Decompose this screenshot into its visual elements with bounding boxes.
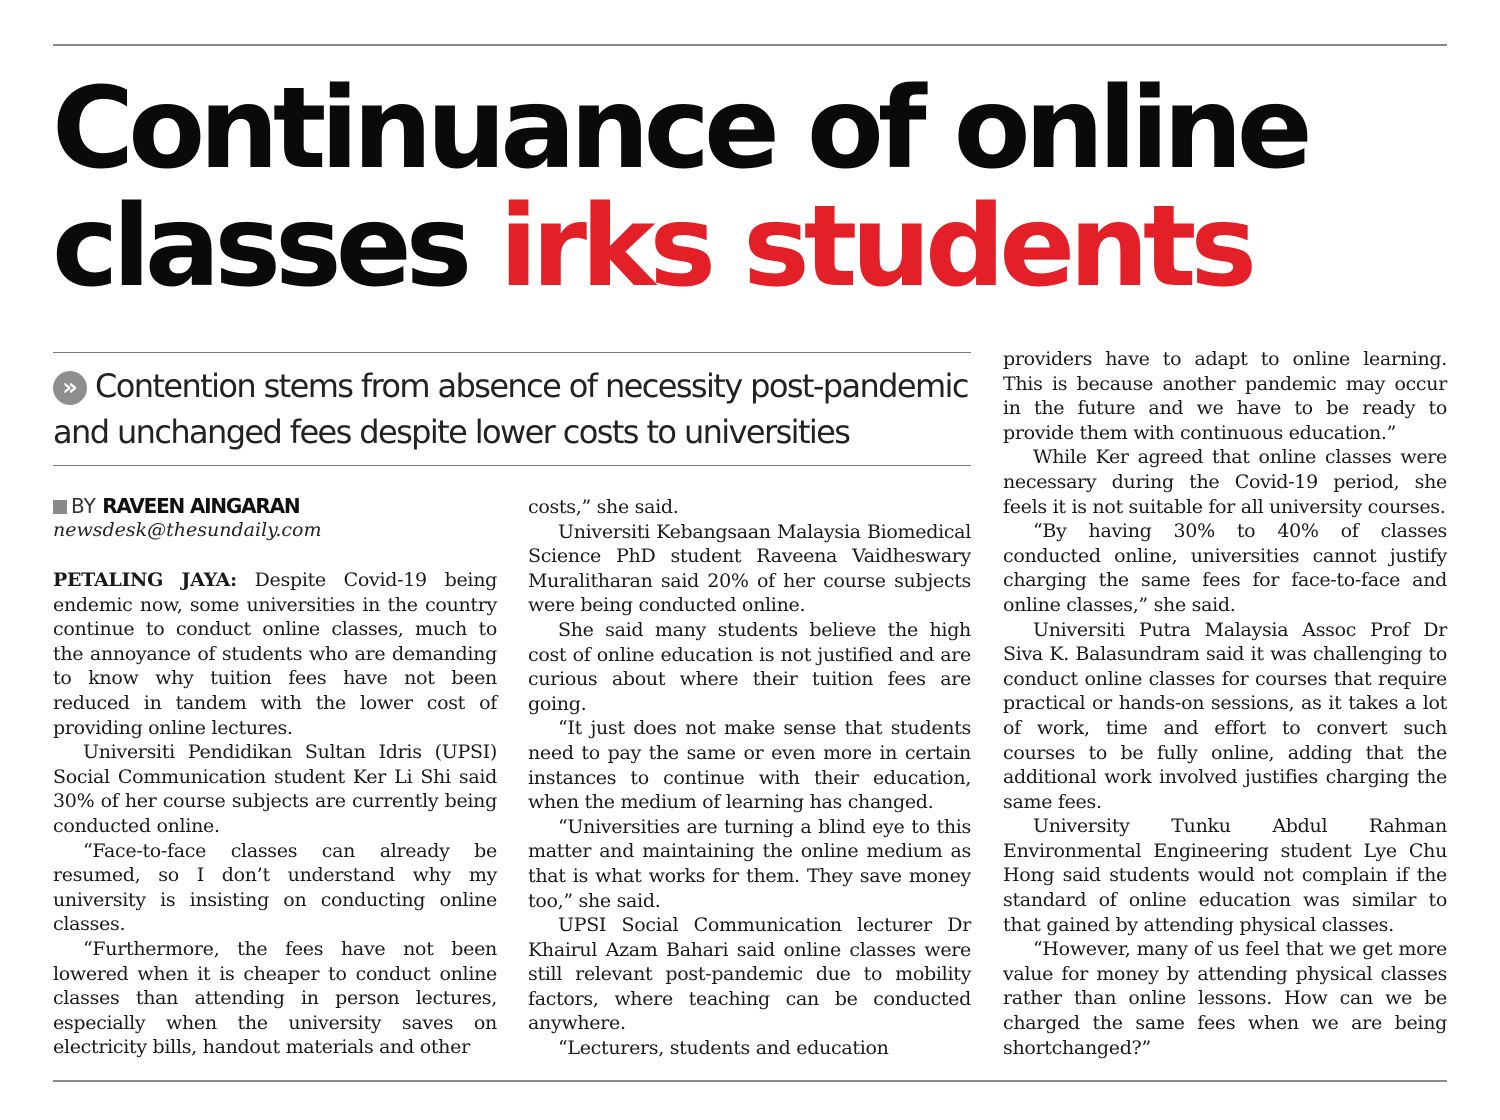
article-paragraph: “Face-to-face classes can already be resumed, so I don’t understand why my university is insisting on conducting online classes.	[53, 839, 497, 936]
standfirst	[53, 352, 971, 466]
paragraph-text: Despite Covid-19 being endemic now, some universities in the country continue to conduct online classes, much to the annoyance of students who are demanding to know why tuition fees have not been reduced in tandem with the lower cost of providing online lectures.	[53, 569, 497, 739]
headline-highlight: irks students	[499, 182, 1252, 312]
article-paragraph: Universiti Kebangsaan Malaysia Biomedical Science PhD student Raveena Vaidheswary Muralitharan said 20% of her course subjects were being conducted online.	[528, 520, 971, 617]
article-paragraph: She said many students believe the high cost of online education is not justified and are curious about where their tuition fees are going.	[528, 618, 971, 715]
article-column-3	[1003, 347, 1447, 1060]
article-paragraph: “Lecturers, students and education	[558, 1037, 889, 1060]
article-paragraph	[53, 568, 497, 740]
article-paragraph: University Tunku Abdul Rahman Environmental Engineering student Lye Chu Hong said students would not complain if the standard of online education was similar to that gained by attending physical classes.	[1003, 815, 1447, 936]
article-column-2	[528, 495, 971, 1061]
byline-marker	[53, 500, 67, 514]
article-paragraph: “Furthermore, the fees have not been lowered when it is cheaper to conduct online classes than attending in person lectures, especially when the university saves on electricity bills, handout materials and other	[53, 937, 497, 1059]
article-paragraph: Universiti Putra Malaysia Assoc Prof Dr Siva K. Balasundram said it was challenging to conduct online classes for courses that require practical or hands-on sessions, as it takes a lot of work, time and effort to convert such courses to be fully online, adding that the additional work involved justifies charging the same fees.	[1003, 618, 1447, 813]
headline-line-2: classes	[52, 182, 500, 312]
dateline: PETALING JAYA:	[53, 569, 237, 591]
article-paragraph: UPSI Social Communication lecturer Dr Khairul Azam Bahari said online classes were still relevant post-pandemic due to mobility factors, where teaching can be conducted anywhere.	[528, 914, 971, 1035]
chevron-right-circle-icon: »	[53, 371, 87, 405]
standfirst-text: Contention stems from absence of necessity post-pandemic and unchanged fees despite lower costs to universities	[53, 367, 968, 451]
byline	[53, 494, 493, 518]
bottom-rule	[53, 1080, 1447, 1082]
article-paragraph: “Universities are turning a blind eye to this matter and maintaining the online medium as that is what works for them. They save money too,” she said.	[528, 815, 971, 912]
article-paragraph: providers have to adapt to online learning. This is because another pandemic may occur in the future and we have to be ready to provide them with continuous education.”	[1003, 348, 1447, 444]
headline	[52, 64, 1352, 312]
article-paragraph: “However, many of us feel that we get more value for money by attending physical classes rather than online lessons. How can we be charged the same fees when we are being shortchanged?”	[1003, 938, 1447, 1059]
article-paragraph: “By having 30% to 40% of classes conducted online, universities cannot justify charging the same fees for face-to-face and online classes,” she said.	[1003, 520, 1447, 616]
author-email: newsdesk@thesundaily.com	[53, 519, 322, 541]
byline-prefix: BY	[71, 494, 96, 518]
article-paragraph: costs,” she said.	[528, 496, 679, 518]
article-paragraph: While Ker agreed that online classes were necessary during the Covid-19 period, she feels it is not suitable for all university courses.	[1003, 446, 1447, 518]
top-rule	[53, 44, 1447, 46]
author-name: RAVEEN AINGARAN	[102, 494, 300, 518]
article-paragraph: “It just does not make sense that students need to pay the same or even more in certain instances to continue with their education, when the medium of learning has changed.	[528, 717, 971, 814]
article-paragraph: Universiti Pendidikan Sultan Idris (UPSI) Social Communication student Ker Li Shi said 30% of her course subjects are currently being conducted online.	[53, 741, 497, 837]
article-column-1	[53, 568, 497, 1060]
headline-line-1: Continuance of online	[52, 64, 1307, 194]
